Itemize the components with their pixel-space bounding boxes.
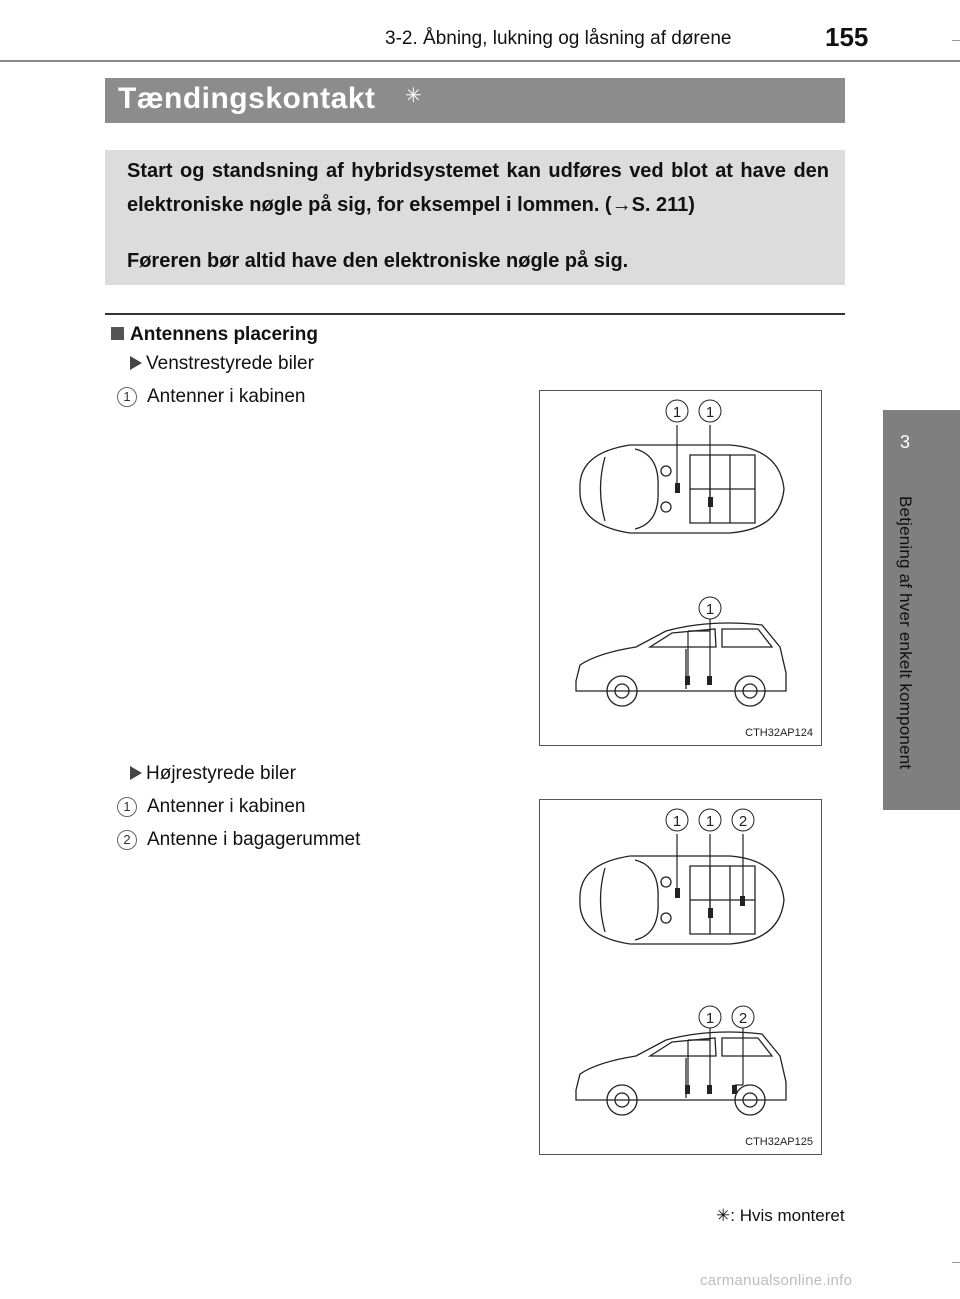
intro-paragraph: Føreren bør altid have den elektroniske nøgle på sig.	[127, 250, 629, 272]
subheading-left-drive	[130, 353, 314, 375]
figure-right-drive	[539, 799, 822, 1155]
chapter-tab-label: Betjening af hver enkelt komponent	[896, 496, 915, 770]
header-rule	[0, 60, 960, 62]
intro-paragraph: Start og standsning af hybridsystemet kan udføres ved blot at have den elektroniske nøgle på sig, for eksempel i lommen. (→S. 211)	[127, 160, 829, 216]
figure-code: CTH32AP124	[745, 727, 813, 739]
triangle-bullet-icon	[130, 356, 142, 370]
subheading-text: Højrestyrede biler	[146, 763, 296, 784]
subheading-right-drive	[130, 763, 296, 785]
car-diagram	[540, 391, 821, 745]
footnote-asterisk-marker: ✳	[716, 1206, 731, 1225]
diagram-callout: 1	[705, 404, 715, 421]
section-heading	[111, 324, 318, 346]
number-badge: 1	[117, 387, 137, 407]
watermark: carmanualsonline.info	[700, 1272, 853, 1289]
running-header-title: 3-2. Åbning, lukning og låsning af dørene	[385, 28, 732, 49]
title-asterisk-marker: ✳	[405, 85, 422, 107]
figure-code: CTH32AP125	[745, 1136, 813, 1148]
number-badge: 1	[117, 797, 137, 817]
diagram-callout: 1	[672, 404, 682, 421]
intro-box	[105, 150, 845, 285]
section-rule	[105, 313, 845, 315]
list-item-label: Antenner i kabinen	[147, 386, 306, 407]
diagram-callout: 1	[705, 601, 715, 618]
diagram-callout: 1	[705, 1010, 715, 1027]
diagram-callout: 2	[738, 813, 748, 830]
triangle-bullet-icon	[130, 766, 142, 780]
list-item	[117, 796, 305, 818]
list-item-label: Antenne i bagagerummet	[147, 829, 361, 850]
list-item	[117, 829, 360, 851]
section-heading-text: Antennens placering	[130, 324, 318, 345]
list-item	[117, 386, 305, 408]
footnote	[716, 1206, 845, 1226]
list-item-label: Antenner i kabinen	[147, 796, 306, 817]
figure-left-drive	[539, 390, 822, 746]
chapter-tab-number: 3	[899, 432, 910, 452]
page-title: Tændingskontakt	[118, 82, 376, 115]
diagram-callout: 1	[672, 813, 682, 830]
number-badge: 2	[117, 830, 137, 850]
diagram-callout: 2	[738, 1010, 748, 1027]
square-bullet-icon	[111, 327, 124, 340]
trim-tick	[952, 40, 960, 41]
subheading-text: Venstrestyrede biler	[146, 353, 314, 374]
diagram-callout: 1	[705, 813, 715, 830]
car-diagram	[540, 800, 821, 1154]
footnote-text: : Hvis monteret	[730, 1206, 845, 1225]
page-number: 155	[825, 22, 869, 52]
trim-tick	[952, 1262, 960, 1263]
